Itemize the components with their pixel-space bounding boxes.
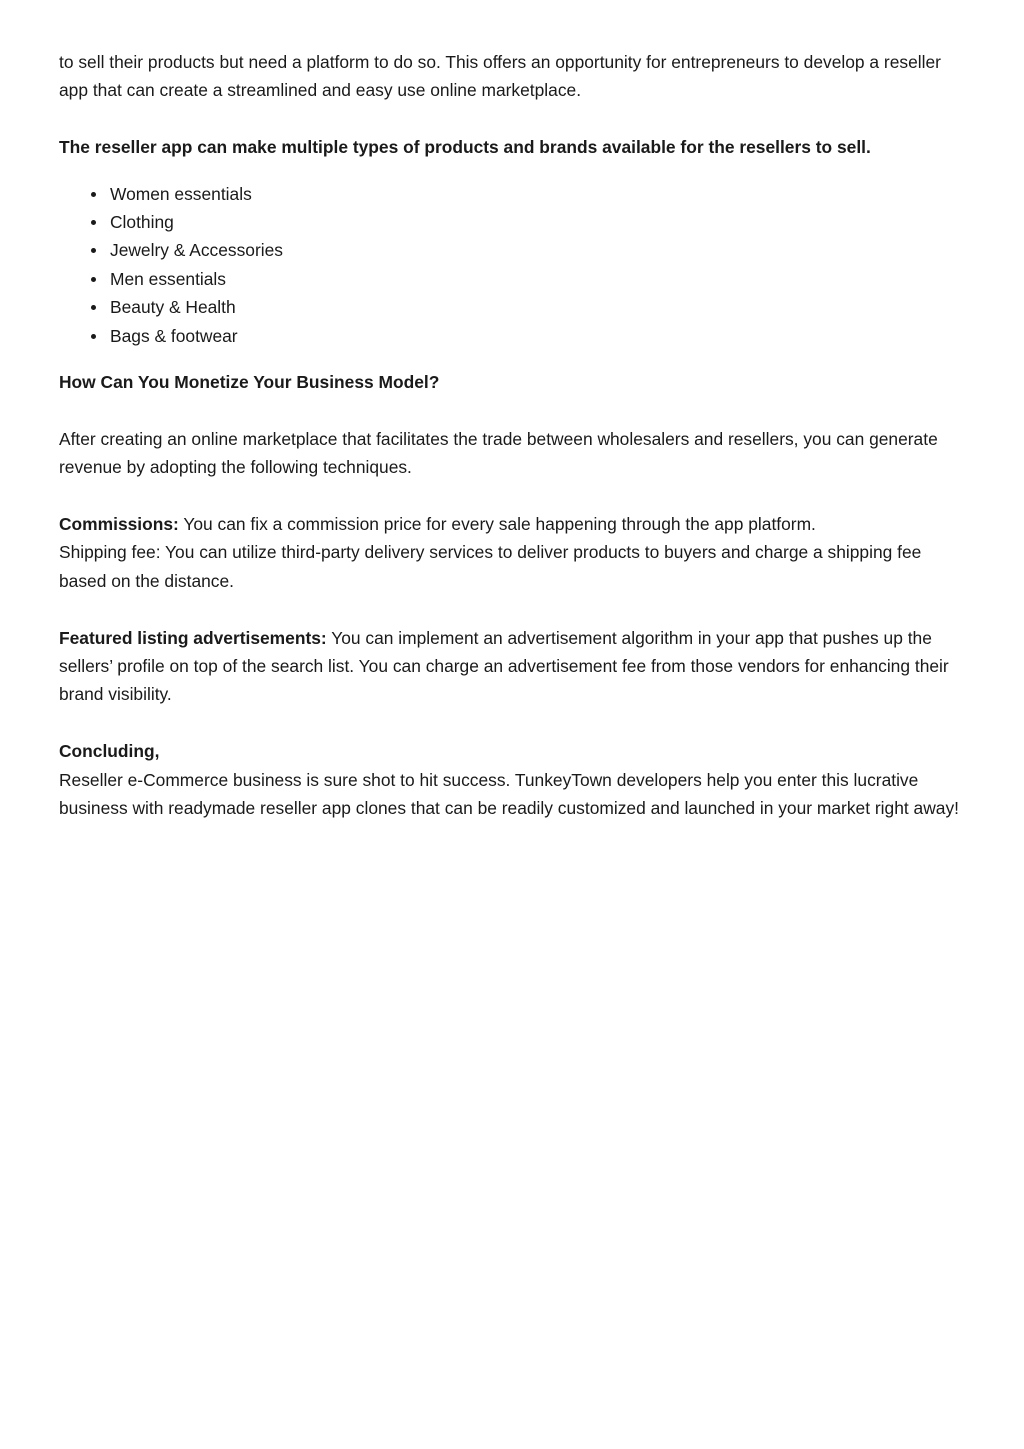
featured-paragraph	[59, 624, 971, 709]
list-item: Jewelry & Accessories	[110, 236, 971, 264]
products-heading: The reseller app can make multiple types of products and brands available for the resellers to sell.	[59, 137, 871, 158]
list-item: Beauty & Health	[110, 293, 971, 321]
document-page	[59, 48, 971, 822]
list-item: Bags & footwear	[110, 322, 971, 350]
list-item: Clothing	[110, 208, 971, 236]
shipping-paragraph: Shipping fee: You can utilize third-party delivery services to deliver products to buyers and charge a shipping fee based on the distance.	[59, 542, 922, 591]
featured-text: You can implement an advertisement algorithm in your app that pushes up the sellers’ profile on top of the search list. You can charge an advertisement fee from those vendors for enhancing their brand visibility.	[59, 627, 949, 705]
commissions-paragraph	[59, 510, 971, 538]
commissions-text: You can fix a commission price for every sale happening through the app platform.	[178, 514, 816, 535]
list-item: Women essentials	[110, 180, 971, 208]
category-list	[59, 180, 971, 350]
list-item: Men essentials	[110, 265, 971, 293]
concluding-heading: Concluding,	[59, 741, 160, 762]
featured-label: Featured listing advertisements:	[59, 627, 327, 648]
concluding-paragraph: Reseller e-Commerce business is sure shot to hit success. TunkeyTown developers help you enter this lucrative business with readymade reseller app clones that can be readily customized and launched in your market right away!	[59, 769, 959, 819]
intro-paragraph: to sell their products but need a platform to do so. This offers an opportunity for entrepreneurs to develop a reseller app that can create a streamlined and easy use online marketplace.	[59, 52, 941, 101]
monetize-heading: How Can You Monetize Your Business Model?	[59, 372, 440, 393]
monetize-intro-paragraph: After creating an online marketplace that facilitates the trade between wholesalers and resellers, you can generate revenue by adopting the following techniques.	[59, 428, 938, 478]
commissions-label: Commissions:	[59, 514, 179, 535]
